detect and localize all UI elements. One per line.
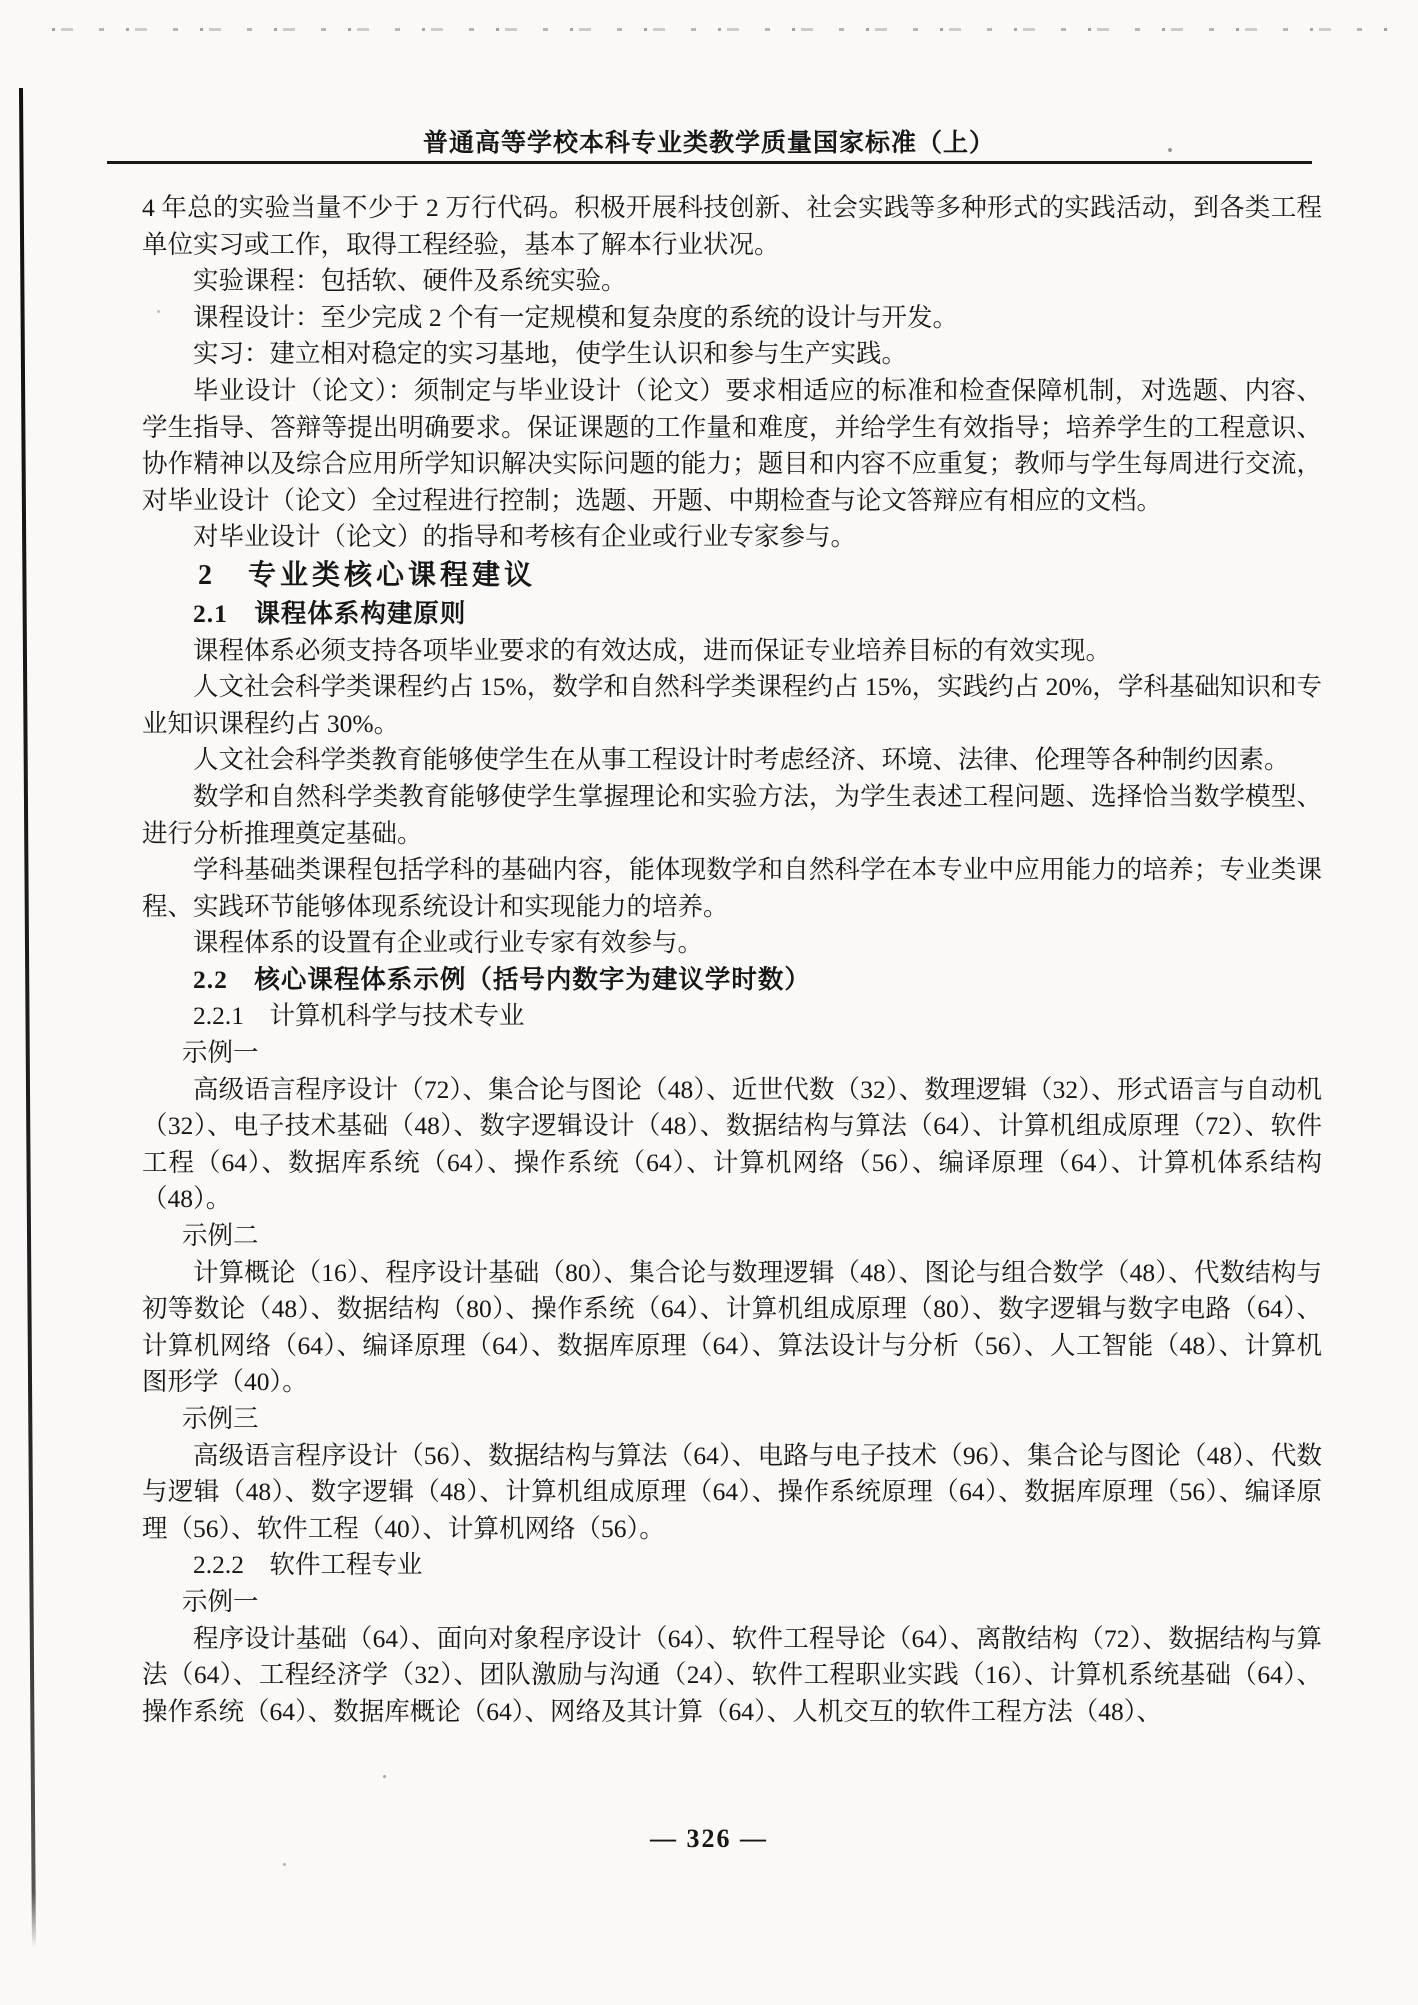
- heading-section-2-2-1: 2.2.1 计算机科学与技术专业: [193, 1001, 525, 1031]
- label-se-example-1: 示例一: [182, 1586, 259, 1616]
- label-cs-example-2: 示例二: [182, 1221, 259, 1251]
- paragraph-curriculum-support: 课程体系必须支持各项毕业要求的有效达成，进而保证专业培养目标的有效实现。: [193, 635, 1112, 665]
- paragraph-intro-continued: 4 年总的实验当量不少于 2 万行代码。积极开展科技创新、社会实践等多种形式的实践活动，到各类工程单位实习或工作，取得工程经验，基本了解本行业状况。: [142, 193, 1322, 259]
- scan-speck: [383, 1775, 386, 1778]
- paragraph-course-proportion: 人文社会科学类课程约占 15%，数学和自然科学类课程约占 15%，实践约占 20%，学科基础知识和专业知识课程约占 30%。: [142, 672, 1322, 738]
- scan-speck: [283, 1863, 286, 1866]
- heading-section-2-2-2: 2.2.2 软件工程专业: [193, 1550, 423, 1580]
- paragraph-cs-example-1-courses: 高级语言程序设计（72）、集合论与图论（48）、近世代数（32）、数理逻辑（32）、形式语言与自动机（32）、电子技术基础（48）、数字逻辑设计（48）、数据结构与算法（64）、计算机组成原理（72）、软件工程（64）、数据库系统（64）、操作系统（64）、计算机网络（56）、编译原理（64）、计算机体系结构（48）。: [142, 1074, 1322, 1214]
- page-body: [142, 190, 1322, 1730]
- paragraph-internship: 实习：建立相对稳定的实习基地，使学生认识和参与生产实践。: [193, 339, 908, 369]
- header-rule: [107, 161, 1312, 164]
- scan-artifact-left-line: [19, 88, 35, 1948]
- paragraph-cs-example-2-courses: 计算概论（16）、程序设计基础（80）、集合论与数理逻辑（48）、图论与组合数学（48）、代数结构与初等数论（48）、数据结构（80）、操作系统（64）、计算机组成原理（80）、数字逻辑与数字电路（64）、计算机网络（64）、编译原理（64）、数据库原理（64）、算法设计与分析（56）、人工智能（48）、计算机图形学（40）。: [142, 1257, 1322, 1397]
- running-head-title: 普通高等学校本科专业类教学质量国家标准（上）: [422, 130, 995, 157]
- paragraph-cs-example-3-courses: 高级语言程序设计（56）、数据结构与算法（64）、电路与电子技术（96）、集合论与图论（48）、代数与逻辑（48）、数字逻辑（48）、计算机组成原理（64）、操作系统原理（64）、数据库原理（56）、编译原理（56）、软件工程（40）、计算机网络（56）。: [142, 1440, 1322, 1543]
- label-cs-example-3: 示例三: [182, 1404, 259, 1433]
- paragraph-course-design: 课程设计：至少完成 2 个有一定规模和复杂度的系统的设计与开发。: [193, 302, 959, 332]
- paragraph-math-science-education: 数学和自然科学类教育能够使学生掌握理论和实验方法，为学生表述工程问题、选择恰当数学模型、进行分析推理奠定基础。: [142, 781, 1322, 848]
- paragraph-humanities-education: 人文社会科学类教育能够使学生在从事工程设计时考虑经济、环境、法律、伦理等各种制约因素。: [193, 745, 1290, 775]
- heading-section-2: 2 专业类核心课程建议: [198, 559, 537, 591]
- paragraph-expert-participation: 课程体系的设置有企业或行业专家有效参与。: [193, 928, 704, 958]
- scan-artifact-top-dashes: [52, 28, 1388, 31]
- heading-section-2-2: 2.2 核心课程体系示例（括号内数字为建议学时数）: [193, 964, 811, 994]
- paragraph-graduation-participation: 对毕业设计（论文）的指导和考核有企业或行业专家参与。: [193, 522, 857, 552]
- paragraph-graduation-design: 毕业设计（论文）：须制定与毕业设计（论文）要求相适应的标准和检查保障机制，对选题、内容、学生指导、答辩等提出明确要求。保证课题的工作量和难度，并给学生有效指导；培养学生的工程意识、协作精神以及综合应用所学知识解决实际问题的能力；题目和内容不应重复；教师与学生每周进行交流，对毕业设计（论文）全过程进行控制；选题、开题、中期检查与论文答辩应有相应的文档。: [142, 375, 1322, 515]
- page-number: — 326 —: [650, 1824, 768, 1853]
- heading-section-2-1: 2.1 课程体系构建原则: [193, 598, 467, 628]
- paragraph-discipline-basic-courses: 学科基础类课程包括学科的基础内容，能体现数学和自然科学在本专业中应用能力的培养；专业类课程、实践环节能够体现系统设计和实现能力的培养。: [142, 855, 1322, 921]
- label-cs-example-1: 示例一: [182, 1038, 259, 1068]
- paragraph-se-example-1-courses: 程序设计基础（64）、面向对象程序设计（64）、软件工程导论（64）、离散结构（72）、数据结构与算法（64）、工程经济学（32）、团队激励与沟通（24）、软件工程职业实践（16）、计算机系统基础（64）、操作系统（64）、数据库概论（64）、网络及其计算（64）、人机交互的软件工程方法（48）、: [142, 1623, 1322, 1726]
- paragraph-experiment-course: 实验课程：包括软、硬件及系统实验。: [193, 266, 627, 296]
